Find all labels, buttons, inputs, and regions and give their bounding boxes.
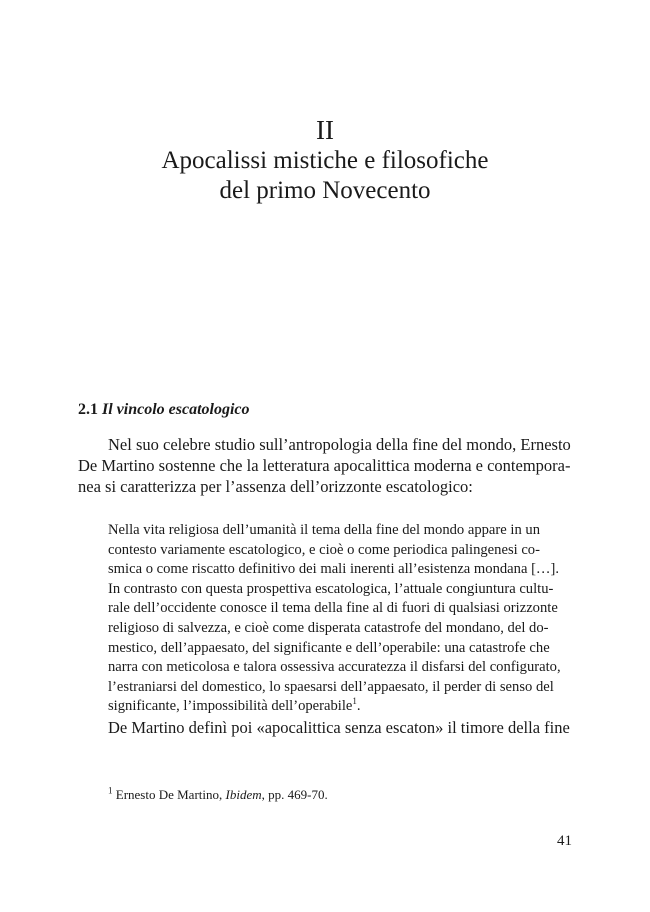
footnote-marker: 1	[108, 785, 113, 796]
section-title: Il vincolo escatologico	[102, 401, 250, 418]
chapter-title	[0, 146, 650, 206]
quote-line-text: significante, l’impossibilità dell’operabile	[108, 698, 353, 715]
paragraph-line: Nel suo celebre studio sull’antropologia della fine del mondo, Ernesto	[108, 435, 571, 454]
chapter-title-line: Apocalissi mistiche e filosofiche	[161, 147, 489, 174]
footnote-author: Ernesto De Martino,	[115, 787, 226, 802]
footnote-reference[interactable]: 1	[352, 696, 357, 707]
footnote-ref: Ibidem	[225, 787, 262, 802]
paragraph-line: De Martino definì poi «apocalittica senza escaton» il timore della fine	[108, 718, 570, 737]
chapter-number: II	[316, 115, 334, 145]
block-quote	[108, 521, 574, 717]
quote-line: narra con meticolosa e talora ossessiva accuratezza il disfarsi del configurato,	[108, 659, 561, 676]
quote-line: religioso di salvezza, e cioè come disperata catastrofe del mondano, del do-	[108, 619, 549, 636]
page-number: 41	[557, 833, 572, 849]
quote-line: Nella vita religiosa dell’umanità il tema della fine del mondo appare in un	[108, 522, 540, 538]
section-heading	[78, 400, 250, 420]
quote-last-line	[108, 697, 574, 717]
quote-line: mestico, dell’appaesato, del significante e dell’operabile: una catastrofe che	[108, 639, 550, 656]
quote-end-punct: .	[356, 698, 361, 715]
quote-line: l’estraniarsi del domestico, lo spaesarsi dell’appaesato, il perder di senso del	[108, 678, 554, 695]
footnote-pages: , pp. 469-70.	[261, 787, 328, 802]
footnote	[108, 786, 328, 804]
chapter-title-line: del primo Novecento	[219, 177, 431, 204]
paragraph-continuation	[78, 717, 572, 738]
quote-line: rale dell’occidente conosce il tema della fine al di fuori di qualsiasi orizzonte	[108, 600, 558, 617]
quote-line: smica o come riscatto definitivo dei mali inerenti all’esistenza mondana […].	[108, 561, 560, 578]
paragraph-line: De Martino sostenne che la letteratura apocalittica moderna e contempora-	[78, 456, 571, 475]
paragraph-line: nea si caratterizza per l’assenza dell’orizzonte escatologico:	[78, 477, 473, 496]
quote-line: In contrasto con questa prospettiva escatologica, l’attuale congiuntura cultu-	[108, 580, 554, 597]
section-number: 2.1	[78, 401, 98, 418]
quote-line: contesto variamente escatologico, e cioè o come periodica palingenesi co-	[108, 541, 540, 558]
paragraph-intro	[78, 434, 572, 497]
